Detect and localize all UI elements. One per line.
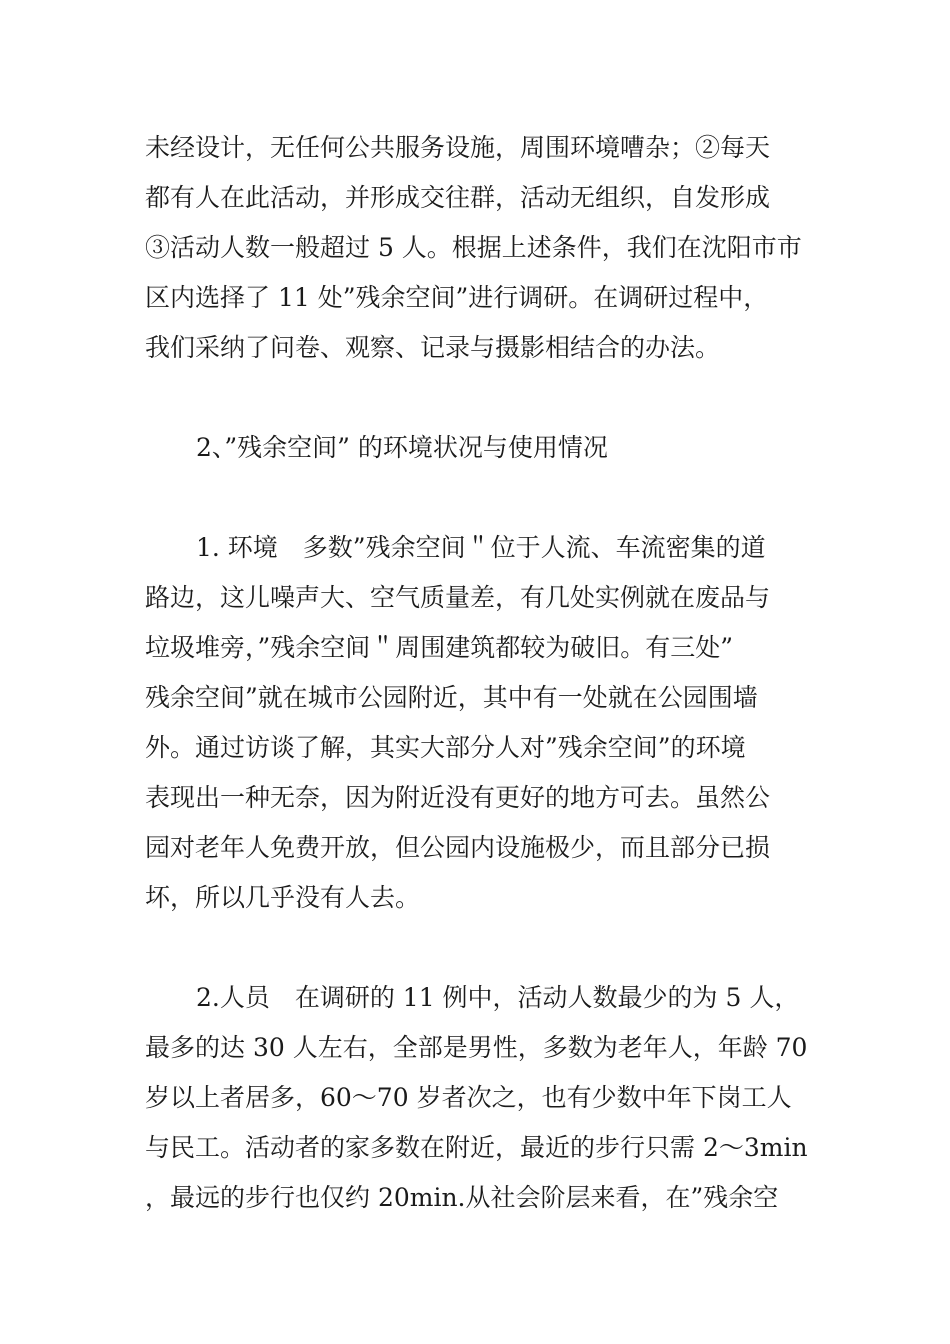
paragraph-1-line-1: 未经设计，无任何公共服务设施，周围环境嘈杂；②每天 <box>145 133 771 162</box>
paragraph-3-line-1: 2.人员 在调研的 11 例中，活动人数最少的为 5 人， <box>196 983 800 1012</box>
paragraph-2-line-5: 外。通过访谈了解，其实大部分人对”残余空间”的环境 <box>145 733 746 762</box>
paragraph-2-line-2: 路边，这儿噪声大、空气质量差，有几处实例就在废品与 <box>145 583 771 612</box>
paragraph-2-line-4: 残余空间”就在城市公园附近，其中有一处就在公园围墙 <box>145 683 758 712</box>
paragraph-1-line-5: 我们采纳了问卷、观察、记录与摄影相结合的办法。 <box>145 333 721 362</box>
paragraph-3-line-3: 岁以上者居多，60～70 岁者次之，也有少数中年下岗工人 <box>145 1083 792 1112</box>
paragraph-3-line-5: ，最远的步行也仅约 20min.从社会阶层来看，在”残余空 <box>145 1183 779 1212</box>
paragraph-2-line-1: 1. 环境 多数”残余空间＂位于人流、车流密集的道 <box>196 533 766 562</box>
paragraph-2-line-3: 垃圾堆旁，”残余空间＂周围建筑都较为破旧。有三处” <box>145 633 734 662</box>
paragraph-2-line-8: 坏，所以几乎没有人去。 <box>145 883 421 912</box>
paragraph-2-line-6: 表现出一种无奈，因为附近没有更好的地方可去。虽然公 <box>145 783 771 812</box>
section-heading: 2、”残余空间” 的环境状况与使用情况 <box>196 433 608 462</box>
paragraph-1-line-2: 都有人在此活动，并形成交往群，活动无组织，自发形成 <box>145 183 771 212</box>
paragraph-3-line-4: 与民工。活动者的家多数在附近，最近的步行只需 2～3min <box>145 1133 808 1162</box>
paragraph-1-line-4: 区内选择了 11 处”残余空间”进行调研。在调研过程中， <box>145 283 769 312</box>
paragraph-1-line-3: ③活动人数一般超过 5 人。根据上述条件，我们在沈阳市市 <box>145 233 802 262</box>
paragraph-2-line-7: 园对老年人免费开放，但公园内设施极少，而且部分已损 <box>145 833 771 862</box>
paragraph-3-line-2: 最多的达 30 人左右，全部是男性，多数为老年人，年龄 70 <box>145 1033 808 1062</box>
